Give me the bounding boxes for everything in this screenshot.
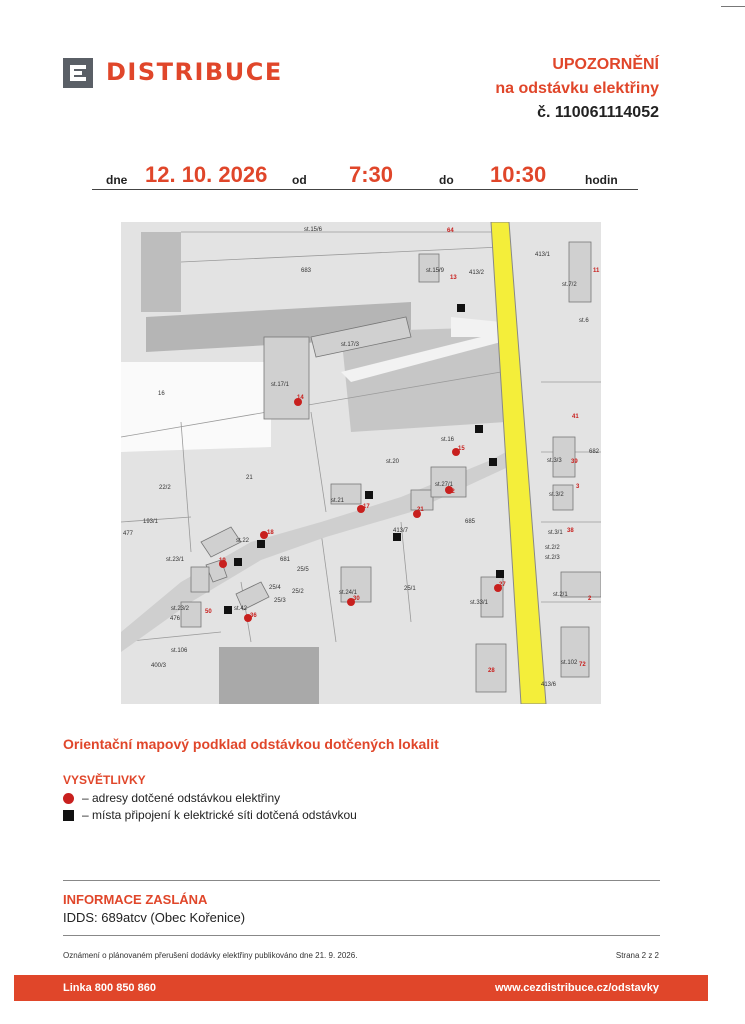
svg-text:685: 685 <box>465 519 476 525</box>
svg-text:477: 477 <box>123 531 134 537</box>
svg-text:193/1: 193/1 <box>143 519 159 525</box>
hours-label: hodin <box>585 173 618 187</box>
svg-text:25/3: 25/3 <box>274 598 286 604</box>
date-rule <box>92 189 638 190</box>
svg-text:st.3/1: st.3/1 <box>548 530 563 536</box>
from-label: od <box>292 173 307 187</box>
svg-text:st.2/3: st.2/3 <box>545 555 560 561</box>
map-caption: Orientační mapový podklad odstávkou dotčených lokalit <box>63 736 439 752</box>
svg-text:st.22: st.22 <box>236 538 250 544</box>
svg-text:13: 13 <box>450 275 457 281</box>
to-time: 10:30 <box>490 162 547 187</box>
svg-text:21: 21 <box>246 475 253 481</box>
svg-text:st.102: st.102 <box>561 660 578 666</box>
svg-text:25/4: 25/4 <box>269 585 281 591</box>
svg-text:72: 72 <box>579 662 586 668</box>
from-time: 7:30 <box>349 162 394 187</box>
publication-note: Oznámení o plánovaném přerušení dodávky elektřiny publikováno dne 21. 9. 2026. <box>63 951 358 960</box>
svg-text:st.7/2: st.7/2 <box>562 282 577 288</box>
svg-text:11: 11 <box>593 268 600 274</box>
svg-text:25/2: 25/2 <box>292 589 304 595</box>
svg-text:400/3: 400/3 <box>151 663 167 669</box>
svg-text:30: 30 <box>353 596 360 602</box>
info-title: INFORMACE ZASLÁNA <box>63 892 208 907</box>
page-number: Strana 2 z 2 <box>615 951 659 960</box>
svg-text:st.17/3: st.17/3 <box>341 342 360 348</box>
legend-outage-text: – adresy dotčené odstávkou elektřiny <box>82 791 281 805</box>
svg-text:st.2/1: st.2/1 <box>553 592 568 598</box>
svg-text:st.21: st.21 <box>331 498 345 504</box>
black-square-icon <box>63 810 74 821</box>
svg-text:16: 16 <box>158 391 165 397</box>
svg-text:64: 64 <box>447 228 454 234</box>
svg-text:st.42: st.42 <box>234 606 248 612</box>
svg-text:39: 39 <box>571 459 578 465</box>
svg-text:413/7: 413/7 <box>393 528 409 534</box>
svg-text:27: 27 <box>499 582 506 588</box>
footer-phone: Linka 800 850 860 <box>63 982 156 994</box>
svg-text:st.106: st.106 <box>171 648 188 654</box>
svg-text:st.6: st.6 <box>579 318 589 324</box>
svg-text:36: 36 <box>250 613 257 619</box>
svg-text:st.23/1: st.23/1 <box>166 557 185 563</box>
date-label: dne <box>106 173 128 187</box>
logo-icon <box>63 58 93 88</box>
svg-text:683: 683 <box>301 268 312 274</box>
svg-text:st.33/1: st.33/1 <box>470 600 489 606</box>
svg-text:22: 22 <box>448 489 455 495</box>
svg-text:22/2: 22/2 <box>159 485 171 491</box>
svg-text:3: 3 <box>576 484 580 490</box>
info-divider-top <box>63 880 660 881</box>
svg-text:st.20: st.20 <box>386 459 400 465</box>
footer-bar <box>14 975 708 1001</box>
svg-text:14: 14 <box>297 395 304 401</box>
svg-text:st.2/2: st.2/2 <box>545 545 560 551</box>
outage-date: 12. 10. 2026 <box>145 162 268 187</box>
svg-text:st.15/6: st.15/6 <box>304 227 323 233</box>
legend-item-connection <box>63 808 357 822</box>
svg-text:28: 28 <box>488 668 495 674</box>
info-divider-bottom <box>63 935 660 936</box>
legend-connection-text: – místa připojení k elektrické síti dotčená odstávkou <box>82 808 357 822</box>
legend-title: VYSVĚTLIVKY <box>63 773 146 787</box>
svg-text:15: 15 <box>458 446 465 452</box>
svg-text:st.17/1: st.17/1 <box>271 382 290 388</box>
svg-text:st.3/2: st.3/2 <box>549 492 564 498</box>
svg-text:413/1: 413/1 <box>535 252 551 258</box>
svg-text:38: 38 <box>567 528 574 534</box>
top-edge-rule <box>721 6 745 7</box>
svg-text:413/6: 413/6 <box>541 682 557 688</box>
svg-text:17: 17 <box>363 504 370 510</box>
svg-text:50: 50 <box>205 609 212 615</box>
red-circle-icon <box>63 793 74 804</box>
legend-item-outage <box>63 791 280 805</box>
svg-text:st.3/3: st.3/3 <box>547 458 562 464</box>
svg-text:18: 18 <box>267 530 274 536</box>
outage-map <box>121 222 601 704</box>
to-label: do <box>439 173 454 187</box>
notice-number: č. 110061114052 <box>537 104 659 121</box>
svg-text:st.15/9: st.15/9 <box>426 268 445 274</box>
svg-text:413/2: 413/2 <box>469 270 485 276</box>
svg-text:41: 41 <box>572 414 579 420</box>
notice-title: UPOZORNĚNÍ <box>552 56 659 73</box>
svg-text:25/5: 25/5 <box>297 567 309 573</box>
svg-text:25/1: 25/1 <box>404 586 416 592</box>
notice-subtitle: na odstávku elektřiny <box>495 80 659 97</box>
svg-text:682: 682 <box>589 449 600 455</box>
brand-name: DISTRIBUCE <box>106 58 283 86</box>
svg-text:21: 21 <box>417 507 424 513</box>
svg-text:st.16: st.16 <box>441 437 455 443</box>
svg-text:476: 476 <box>170 616 181 622</box>
svg-text:st.27/1: st.27/1 <box>435 482 454 488</box>
footer-url[interactable]: www.cezdistribuce.cz/odstavky <box>494 982 659 994</box>
svg-text:681: 681 <box>280 557 291 563</box>
svg-text:st.24/1: st.24/1 <box>339 590 358 596</box>
svg-text:st.23/2: st.23/2 <box>171 606 190 612</box>
info-recipient: IDDS: 689atcv (Obec Kořenice) <box>63 910 246 925</box>
svg-text:2: 2 <box>588 596 592 602</box>
svg-text:19: 19 <box>219 558 226 564</box>
